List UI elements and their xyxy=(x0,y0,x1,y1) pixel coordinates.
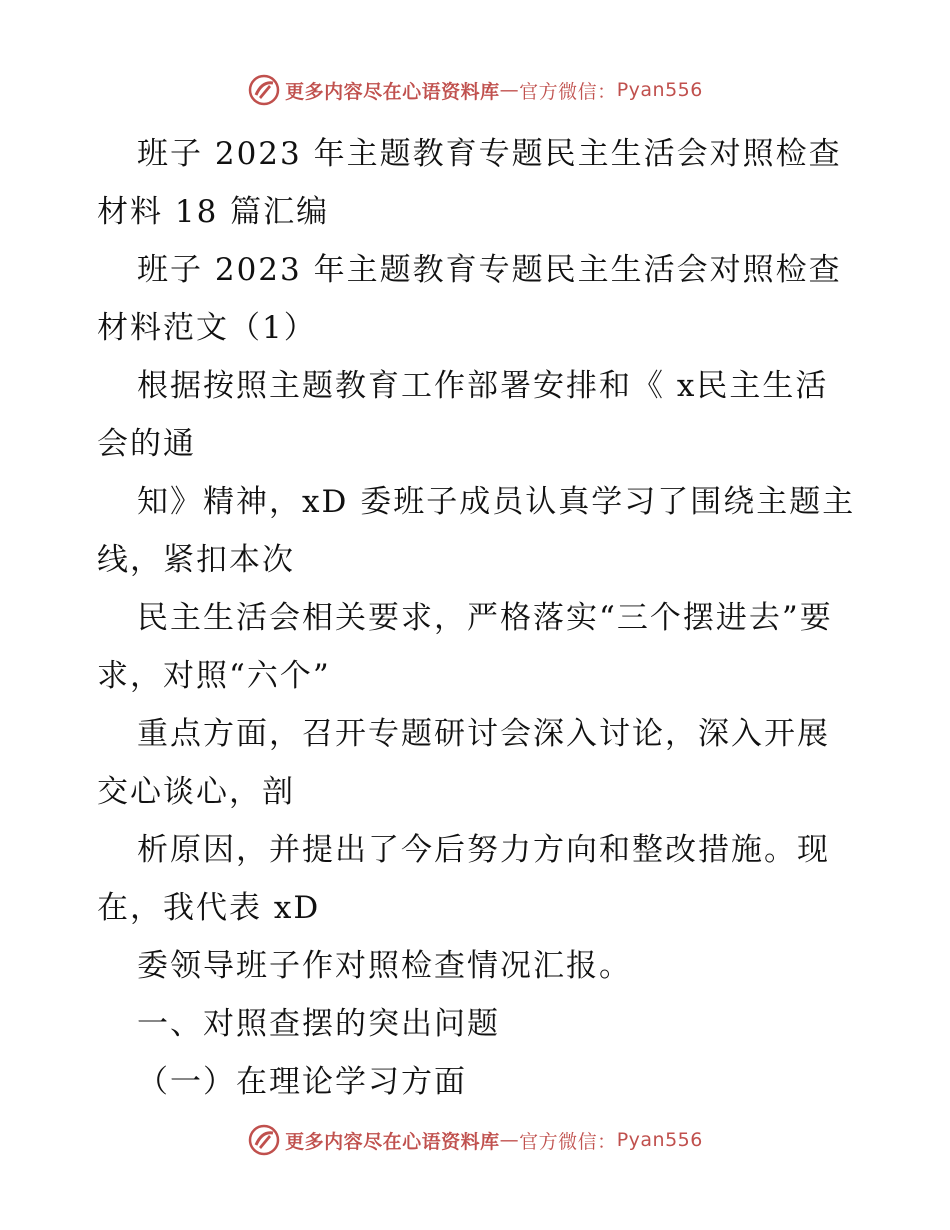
document-body xyxy=(97,125,857,1111)
section-heading: 一、对照查摆的突出问题 xyxy=(137,1006,500,1042)
doc-paragraph: 民主生活会相关要求，严格落实“三个摆进去”要求，对照“六个” xyxy=(97,600,833,694)
doc-paragraph: 重点方面，召开专题研讨会深入讨论，深入开展交心谈心，剖 xyxy=(97,716,830,810)
subsection-heading: （一）在理论学习方面 xyxy=(137,1064,467,1100)
header-dash: — xyxy=(499,79,520,101)
doc-title: 班子 2023 年主题教育专题民主生活会对照检查材料 18 篇汇编 xyxy=(97,136,842,230)
doc-paragraph: 析原因，并提出了今后努力方向和整改措施。现在，我代表 xD xyxy=(97,832,830,926)
footer-banner xyxy=(0,1120,950,1160)
pen-logo-icon xyxy=(247,73,281,107)
doc-paragraph: 知》精神，xD 委班子成员认真学习了围绕主题主线，紧扣本次 xyxy=(97,484,856,578)
doc-paragraph: 委领导班子作对照检查情况汇报。 xyxy=(137,948,632,984)
header-wechat-label: 官方微信： xyxy=(519,80,617,103)
footer-dash: — xyxy=(499,1129,520,1151)
header-banner xyxy=(0,70,950,110)
header-site-text: 更多内容尽在心语资料库 xyxy=(285,80,500,103)
header-wechat-id: Pyan556 xyxy=(616,79,703,101)
footer-site-text: 更多内容尽在心语资料库 xyxy=(285,1130,500,1153)
footer-wechat-id: Pyan556 xyxy=(616,1129,703,1151)
doc-subtitle: 班子 2023 年主题教育专题民主生活会对照检查材料范文（1） xyxy=(97,252,842,346)
pen-logo-icon xyxy=(247,1123,281,1157)
footer-wechat-label: 官方微信： xyxy=(519,1130,617,1153)
doc-paragraph: 根据按照主题教育工作部署安排和《 x民主生活会的通 xyxy=(97,368,829,462)
